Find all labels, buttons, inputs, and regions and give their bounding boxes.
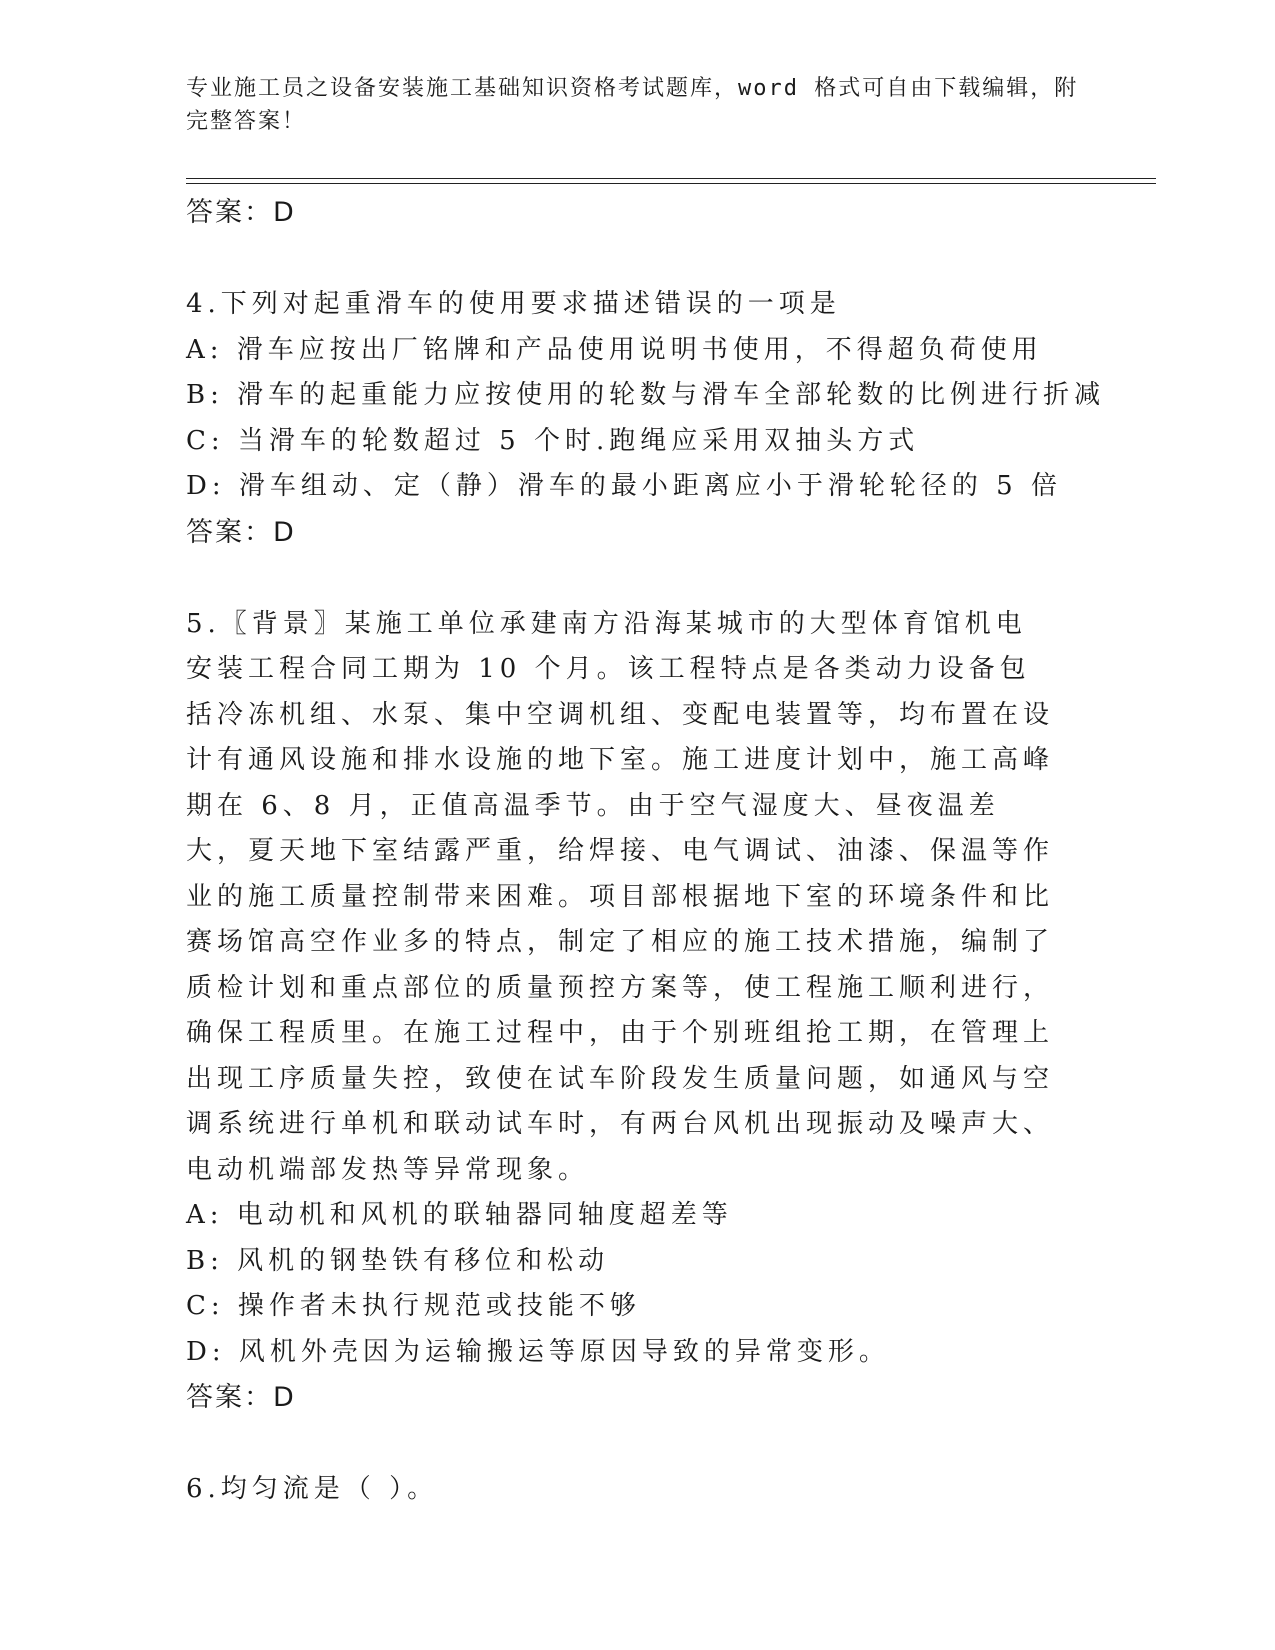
page-header: 专业施工员之设备安装施工基础知识资格考试题库，word 格式可自由下载编辑，附完整答案！ bbox=[186, 76, 1079, 134]
option-a: A: 滑车应按出厂铭牌和产品使用说明书使用，不得超负荷使用 bbox=[186, 334, 1043, 365]
answer: 答案：D bbox=[186, 1382, 296, 1413]
question-stem: 5.〖背景〗某施工单位承建南方沿海某城市的大型体育馆机电安装工程合同工期为 10 个月。该工程特点是各类动力设备包括冷冻机组、水泵、集中空调机组、变配电装置等，均布置在设计有通风设施和排水设施的地下室。施工进度计划中，施工高峰期在 6、8 月，正值高温季节。由于空气湿度大、昼夜温差大，夏天地下室结露严重，给焊接、电气调试、油漆、保温等作业的施工质量控制带来困难。项目部根据地下室的环境条件和比赛场馆高空作业多的特点，制定了相应的施工技术措施，编制了质检计划和重点部位的质量预控方案等，使工程施工顺利进行，确保工程质里。在施工过程中，由于个别班组抢工期，在管理上出现工序质量失控，致使在试车阶段发生质量问题，如通风与空调系统进行单机和联动试车时，有两台风机出现振动及噪声大、电动机端部发热等异常现象。 bbox=[186, 608, 1055, 1185]
option-c: C: 操作者未执行规范或技能不够 bbox=[186, 1291, 641, 1321]
option-d: D: 滑车组动、定（静）滑车的最小距离应小于滑轮轮径的 5 倍 bbox=[186, 471, 1062, 501]
header-divider-top bbox=[186, 178, 1156, 179]
answer: 答案：D bbox=[186, 516, 296, 548]
header-divider-bottom bbox=[186, 183, 1156, 184]
option-c: C: 当滑车的轮数超过 5 个时.跑绳应采用双抽头方式 bbox=[186, 425, 920, 456]
question-5 bbox=[186, 602, 1086, 1422]
option-b: B: 风机的钢垫铁有移位和松动 bbox=[186, 1245, 610, 1276]
previous-answer: 答案：D bbox=[186, 197, 296, 228]
option-d: D: 风机外壳因为运输搬运等原因导致的异常变形。 bbox=[186, 1336, 890, 1367]
option-a: A: 电动机和风机的联轴器同轴度超差等 bbox=[186, 1200, 733, 1230]
question-content bbox=[186, 190, 1106, 1513]
option-b: B: 滑车的起重能力应按使用的轮数与滑车全部轮数的比例进行折减 bbox=[186, 380, 1106, 410]
question-6 bbox=[186, 1467, 1086, 1513]
question-stem: 4.下列对起重滑车的使用要求描述错误的一项是 bbox=[186, 289, 841, 319]
question-stem: 6.均匀流是（ ）。 bbox=[186, 1474, 439, 1504]
question-4 bbox=[186, 282, 1106, 556]
